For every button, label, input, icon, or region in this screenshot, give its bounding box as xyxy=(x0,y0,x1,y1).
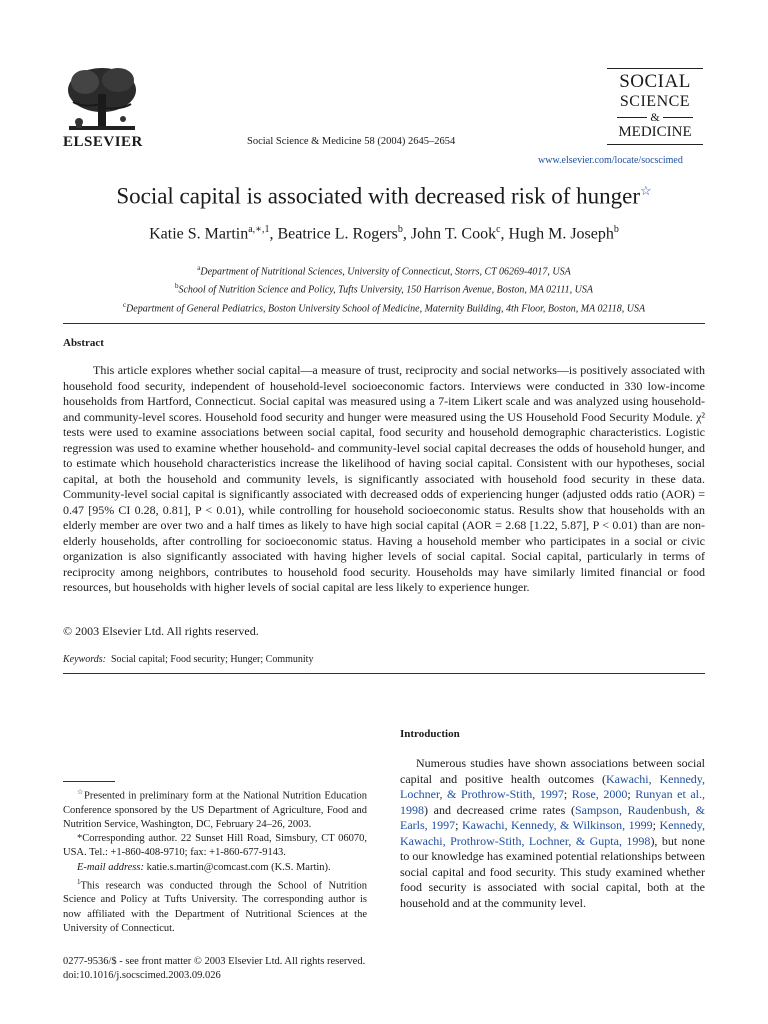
footnote-divider xyxy=(63,781,115,782)
intro-text: Numerous studies have shown associations between social capital and positive health outcomes ( xyxy=(400,756,705,786)
footnote-item xyxy=(63,785,367,832)
citation-link[interactable]: Kawachi, Kennedy, Lochner, & Prothrow-Stith, 1997 xyxy=(400,771,705,801)
affiliations xyxy=(0,261,768,316)
affiliation-item xyxy=(0,261,768,279)
email-label: E-mail address: xyxy=(77,861,144,873)
intro-text: ; xyxy=(455,818,462,832)
affiliation-sup: b xyxy=(174,282,179,291)
author-name: Beatrice L. Rogers xyxy=(277,225,398,243)
footnotes xyxy=(63,785,367,936)
author-sep: , xyxy=(500,225,509,243)
abstract-body xyxy=(63,363,705,596)
introduction-body xyxy=(400,756,705,911)
affiliation-sup: c xyxy=(122,300,127,309)
intro-text: ), but none to our knowledge has examined potential relationships between social capital and food security. This study examined whether food security is associated with social capital, both at the household and at the community level. xyxy=(400,833,706,910)
masthead-ampersand: & xyxy=(650,110,660,124)
journal-website-link[interactable]: www.elsevier.com/locate/socscimed xyxy=(538,155,683,166)
author-sup: c xyxy=(496,224,501,235)
author-sup: a,∗,1 xyxy=(248,224,270,235)
author-sup: b xyxy=(397,224,403,235)
footnote-item xyxy=(63,861,367,875)
citation-link[interactable]: Kennedy, Kawachi, Prothrow-Stith, Lochner, & Gupta, 1998 xyxy=(400,818,705,848)
keywords-text: Social capital; Food security; Hunger; Community xyxy=(110,654,314,665)
masthead-line-1: SOCIAL xyxy=(619,71,691,92)
title-footnote-mark[interactable]: ☆ xyxy=(640,183,652,198)
affiliation-text: School of Nutrition Science and Policy, Tufts University, 150 Harrison Avenue, Boston, MA 02111, USA xyxy=(178,284,593,296)
intro-text: ; xyxy=(563,787,572,801)
affiliation-item xyxy=(0,298,768,316)
front-matter xyxy=(63,955,365,983)
copyright-notice: © 2003 Elsevier Ltd. All rights reserved. xyxy=(63,624,259,638)
author-sep: , xyxy=(269,225,278,243)
masthead-line-3: MEDICINE xyxy=(618,124,692,140)
affiliation-text: Department of General Pediatrics, Boston University School of Medicine, Maternity Building, 4th Floor, Boston, MA 02118, USA xyxy=(126,302,646,314)
citation-link[interactable]: Sampson, Raudenbush, & Earls, 1997 xyxy=(400,802,705,832)
citation-link[interactable]: Runyan et al., 1998 xyxy=(400,787,706,817)
footnote-text: *Corresponding author. 22 Sunset Hill Road, Simsbury, CT 06070, USA. Tel.: +1-860-408-9710; fax: +1-860-677-9143. xyxy=(63,833,367,859)
doi-line: doi:10.1016/j.socscimed.2003.09.026 xyxy=(63,970,221,981)
author-name: Katie S. Martin xyxy=(149,225,249,243)
footnote-item xyxy=(63,875,367,936)
author-list xyxy=(0,224,768,243)
citation-link[interactable]: Rose, 2000 xyxy=(571,787,628,801)
abstract-paragraph: This article explores whether social capital—a measure of trust, reciprocity and social networks—is positively associated with household food security, independent of household-level socioeconomic factors. Interviews were conducted in 330 low-income households from Hartford, Connecticut. Social capital was measured using a 7-item Likert scale and was analyzed using household- and community-level scores. Household food security and hunger were measured using the US Household Food Security Module. χ² tests were used to examine associations between social capital, food security and household demographic characteristics. Logistic regression was used to examine whether household- and community-level social capital decreases the odds of household hunger, and to estimate which household characteristics increase the likelihood of having social capital. Consistent with our hypotheses, social capital, at both the household and community levels, is significantly associated with household food security in these data. Community-level social capital is significantly associated with decreased odds of experiencing hunger (adjusted odds ratio (AOR) = 0.47 [95% CI 0.28, 0.81], P < 0.01), while controlling for household socioeconomic status. Results show that households with an elderly member are over two and a half times as likely to have high social capital (AOR = 2.68 [1.22, 5.87], P < 0.01) than are non-elderly households, after controlling for socioeconomic status. Having a household member who participates in a social or civic organization is also significantly associated with having higher levels of social capital. Social capital, particularly in terms of reciprocity among neighbors, contributes to household food security. Households may have similarly limited financial or food resources, but households with higher levels of social capital are less likely to experience hunger. xyxy=(63,363,705,594)
title-text: Social capital is associated with decreased risk of hunger xyxy=(116,183,641,209)
abstract-heading: Abstract xyxy=(63,337,104,349)
article-title xyxy=(0,183,768,210)
keywords-label: Keywords: xyxy=(63,654,106,665)
author-name: Hugh M. Joseph xyxy=(508,225,614,243)
author-sup: b xyxy=(613,224,619,235)
divider xyxy=(63,323,705,324)
divider xyxy=(63,673,705,674)
email-address: katie.s.martin@comcast.com (K.S. Martin). xyxy=(146,861,331,873)
publisher-name: ELSEVIER xyxy=(63,134,143,150)
masthead-line-2: SCIENCE xyxy=(619,93,691,110)
footnote-item xyxy=(63,832,367,860)
journal-masthead xyxy=(607,68,703,147)
affiliation-sup: a xyxy=(197,264,201,272)
intro-text: ; xyxy=(627,787,636,801)
footnote-mark: 1 xyxy=(77,877,81,886)
author-name: John T. Cook xyxy=(410,225,497,243)
footnote-text: This research was conducted through the School of Nutrition Science and Policy at Tufts University. The corresponding author is now affiliated with the Department of Nutritional Sciences at the University of Connecticut. xyxy=(63,880,367,934)
intro-text: ; xyxy=(652,818,660,832)
journal-reference: Social Science & Medicine 58 (2004) 2645–2654 xyxy=(247,136,456,147)
introduction-heading: Introduction xyxy=(400,728,460,740)
intro-text: ) and decreased crime rates ( xyxy=(424,802,575,817)
footnote-text: Presented in preliminary form at the National Nutrition Education Conference sponsored by the US Department of Agriculture, Food and Nutrition Service, Washington, DC, February 24–26, 2003. xyxy=(63,790,367,830)
affiliation-text: Department of Nutritional Sciences, University of Connecticut, Storrs, CT 06269-4017, USA xyxy=(200,266,571,278)
front-matter-line: 0277-9536/$ - see front matter © 2003 Elsevier Ltd. All rights reserved. xyxy=(63,956,366,967)
introduction-paragraph xyxy=(400,756,705,911)
citation-link[interactable]: Kawachi, Kennedy, & Wilkinson, 1999 xyxy=(461,818,653,832)
footnote-mark: ☆ xyxy=(77,788,85,796)
author-sep: , xyxy=(402,225,411,243)
keywords xyxy=(63,654,313,665)
affiliation-item xyxy=(0,279,768,297)
